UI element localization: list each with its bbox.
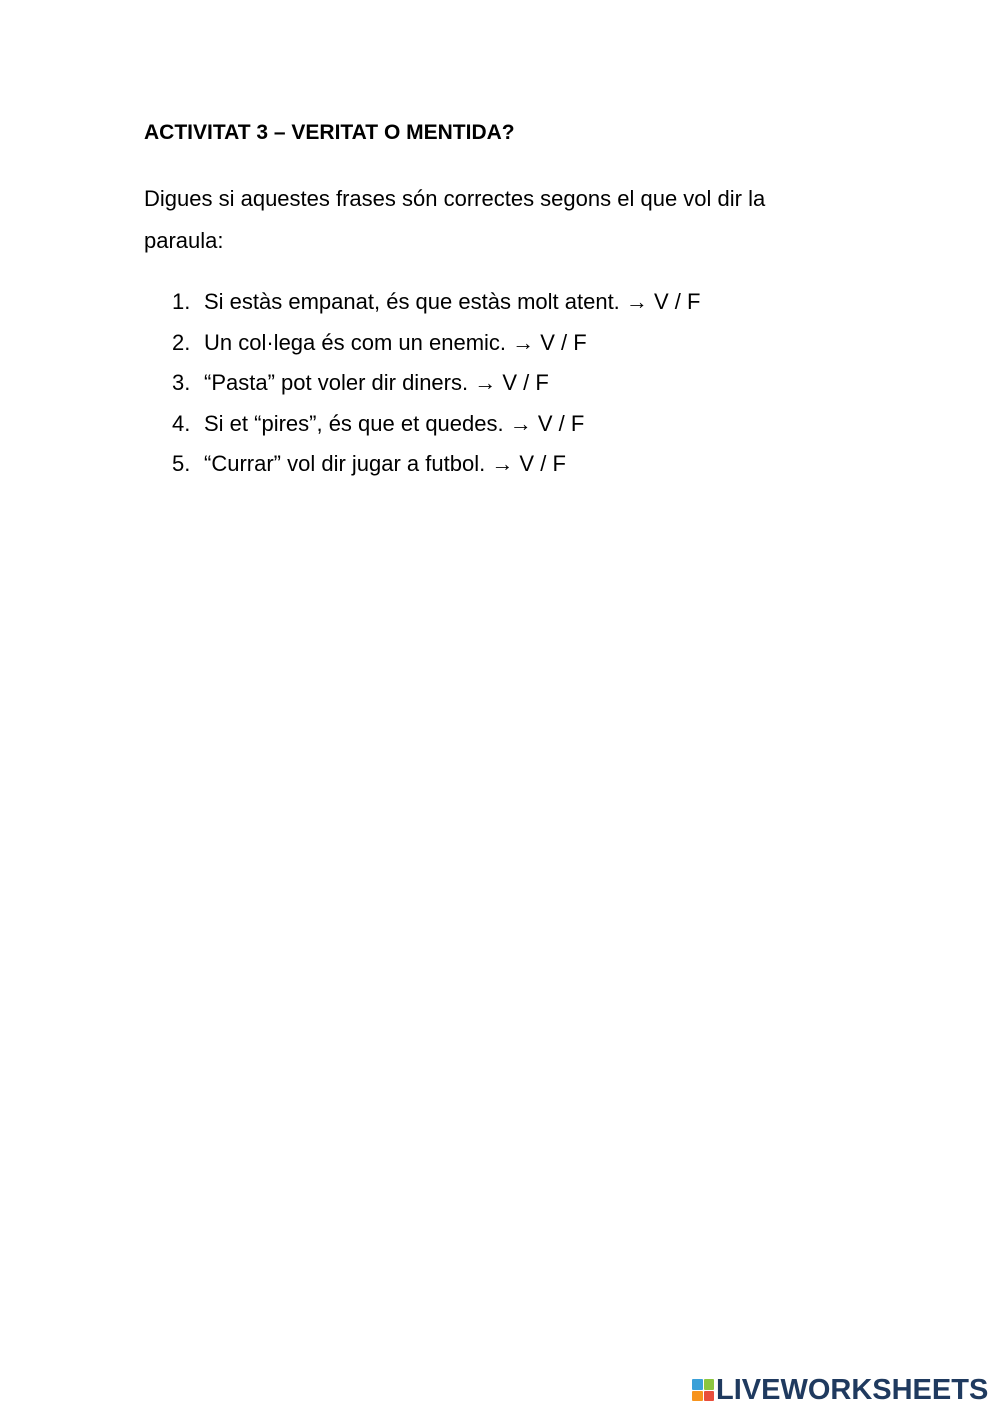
question-text: Si estàs empanat, és que estàs molt atent. → V / F xyxy=(204,289,701,314)
question-text: Un col·lega és com un enemic. → V / F xyxy=(204,329,587,355)
question-text: “Pasta” pot voler dir diners. → V / F xyxy=(204,370,549,395)
question-text: Si et “pires”, és que et quedes. → V / F xyxy=(204,410,585,436)
logo-tile xyxy=(704,1379,715,1390)
liveworksheets-logo-icon xyxy=(692,1379,714,1401)
question-number: 2. xyxy=(172,329,191,355)
question-number: 3. xyxy=(172,370,191,395)
question-text: “Currar” vol dir jugar a futbol. → V / F xyxy=(204,451,566,476)
question-number: 4. xyxy=(172,410,191,436)
page-title: ACTIVITAT 3 – VERITAT O MENTIDA? xyxy=(144,121,515,144)
logo-tile xyxy=(692,1379,703,1390)
instruction-text: Digues si aquestes frases són correctes segons el que vol dir la paraula: xyxy=(144,186,766,253)
logo-tile xyxy=(704,1391,715,1402)
liveworksheets-logo xyxy=(692,1375,988,1405)
question-number: 5. xyxy=(172,451,191,476)
logo-tile xyxy=(692,1391,703,1402)
logo-text: LIVEWORKSHEETS xyxy=(716,1374,989,1406)
question-number: 1. xyxy=(172,289,191,314)
